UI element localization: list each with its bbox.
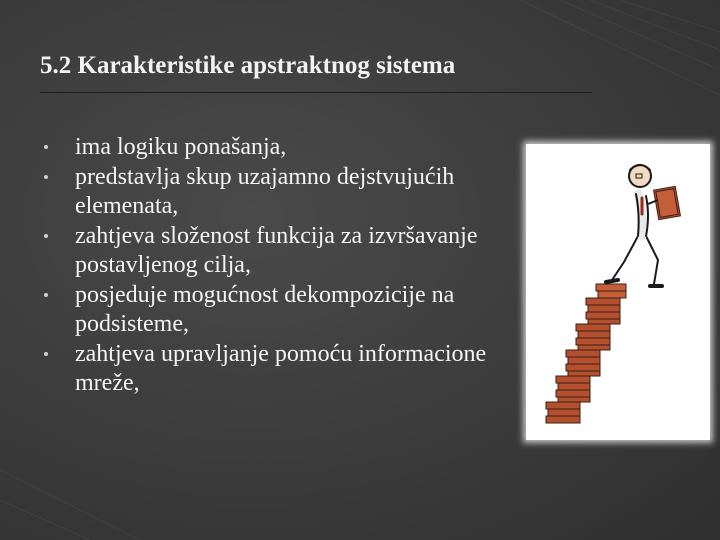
reading-man-on-book-stairs-icon [526, 144, 710, 440]
bullet-list [44, 133, 514, 399]
bullet-dot-icon [44, 234, 48, 238]
bullet-text: ima logiku ponašanja, [75, 134, 287, 160]
bullet-dot-icon [44, 145, 48, 149]
reading-man [606, 165, 662, 286]
title-underline [40, 92, 592, 93]
book-stairs [546, 284, 626, 423]
open-book [648, 186, 680, 219]
bullet-dot-icon [44, 293, 48, 297]
slide-title: 5.2 Karakteristike apstraktnog sistema [40, 52, 456, 79]
bullet-item [44, 133, 514, 163]
bullet-dot-icon [44, 175, 48, 179]
illustration-frame [526, 144, 710, 440]
bullet-text: zahtjeva složenost funkcija za izvršavanje postavljenog cilja, [75, 222, 478, 278]
bullet-text: predstavlja skup uzajamno dejstvujućih elemenata, [75, 163, 455, 219]
bullet-dot-icon [44, 352, 48, 356]
bullet-item [44, 281, 514, 340]
bullet-item [44, 163, 514, 222]
bullet-item [44, 222, 514, 281]
bullet-text: posjeduje mogućnost dekompozicije na podsisteme, [75, 281, 455, 337]
bullet-item [44, 340, 514, 399]
bullet-text: zahtjeva upravljanje pomoću informacione mreže, [75, 340, 487, 396]
